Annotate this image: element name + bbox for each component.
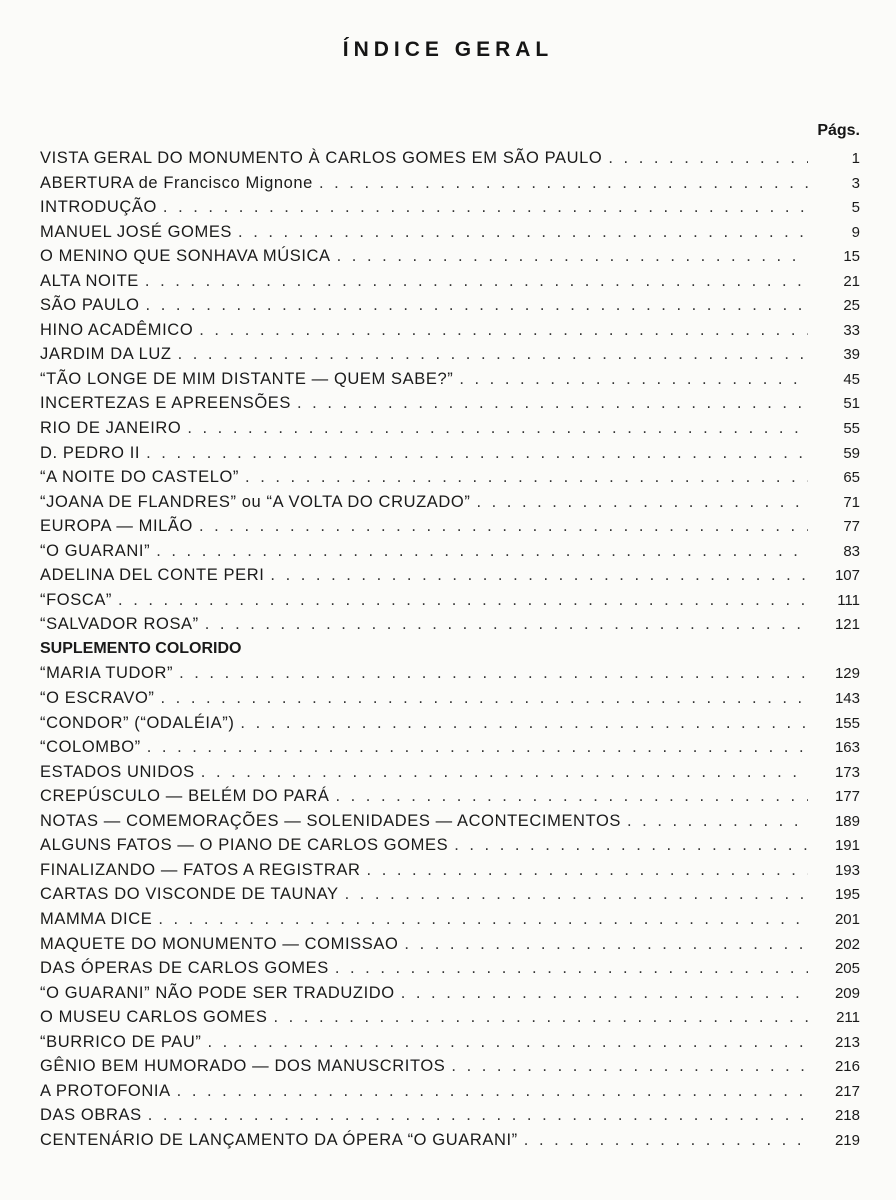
toc-entry-label: O MUSEU CARLOS GOMES	[40, 1008, 268, 1027]
toc-entry-label: EUROPA — MILÃO	[40, 517, 193, 536]
toc-entry	[40, 885, 860, 910]
toc-entry	[40, 836, 860, 861]
toc-entry	[40, 198, 860, 223]
dot-leader	[608, 149, 808, 168]
toc-entry	[40, 787, 860, 812]
dot-leader	[199, 321, 808, 340]
dot-leader	[451, 1057, 808, 1076]
toc-entry-page: 173	[834, 763, 860, 781]
section-header: SUPLEMENTO COLORIDO	[40, 639, 242, 657]
toc-entry-label: JARDIM DA LUZ	[40, 345, 172, 364]
toc-entry-page: 189	[834, 812, 860, 830]
dot-leader	[205, 615, 808, 634]
toc-entry-page: 217	[834, 1082, 860, 1100]
toc-entry-label: GÊNIO BEM HUMORADO — DOS MANUSCRITOS	[40, 1057, 446, 1076]
dot-leader	[160, 689, 808, 708]
toc-entry-page: 201	[834, 910, 860, 928]
toc-entry-page: 209	[834, 984, 860, 1002]
toc-entry	[40, 272, 860, 297]
toc-entry-label: “MARIA TUDOR”	[40, 664, 174, 683]
toc-entry	[40, 910, 860, 935]
toc-entry-page: 195	[834, 886, 860, 904]
toc-entry	[40, 517, 860, 542]
dot-leader	[163, 198, 808, 217]
toc-entry	[40, 959, 860, 984]
dot-leader	[179, 664, 808, 683]
toc-entry-label: O MENINO QUE SONHAVA MÚSICA	[40, 247, 331, 266]
toc-entry	[40, 149, 860, 174]
toc-entry-page: 193	[834, 861, 860, 879]
dot-leader	[459, 370, 808, 389]
toc-entry-label: “BURRICO DE PAU”	[40, 1032, 202, 1051]
dot-leader	[146, 296, 808, 315]
pages-column-header: Págs.	[817, 122, 860, 139]
toc-entry-label: “TÃO LONGE DE MIM DISTANTE — QUEM SABE?”	[40, 369, 454, 388]
toc-entry	[40, 296, 860, 321]
toc-entry-page: 3	[851, 174, 860, 192]
dot-leader	[199, 517, 808, 536]
toc-entry	[40, 861, 860, 886]
toc-entry	[40, 174, 860, 199]
toc-entry	[40, 419, 860, 444]
toc-entry-page: 77	[843, 518, 860, 536]
toc-entry-label: VISTA GERAL DO MONUMENTO À CARLOS GOMES EM SÃO PAULO	[40, 149, 603, 167]
dot-leader	[345, 885, 808, 904]
toc-entry-label: CARTAS DO VISCONDE DE TAUNAY	[40, 885, 339, 904]
toc-entry-label: ALGUNS FATOS — O PIANO DE CARLOS GOMES	[40, 836, 449, 855]
dot-leader	[319, 174, 808, 193]
dot-leader	[273, 1008, 808, 1027]
toc-entry-label: “A NOITE DO CASTELO”	[40, 468, 240, 487]
dot-leader	[401, 984, 808, 1003]
toc-entry-page: 205	[834, 960, 860, 978]
toc-entry	[40, 664, 860, 689]
toc-entry-label: ALTA NOITE	[40, 271, 139, 290]
table-of-contents	[40, 149, 860, 1155]
toc-entry	[40, 763, 860, 788]
dot-leader	[145, 272, 808, 291]
toc-entry	[40, 345, 860, 370]
toc-entry-page: 211	[836, 1009, 860, 1027]
dot-leader	[245, 468, 808, 487]
toc-entry-page: 33	[843, 321, 860, 339]
dot-leader	[454, 836, 808, 855]
dot-leader	[367, 861, 808, 880]
toc-entry-page: 65	[843, 469, 860, 487]
toc-part-1	[40, 149, 860, 640]
toc-entry	[40, 812, 860, 837]
dot-leader	[201, 763, 808, 782]
toc-entry-page: 25	[843, 297, 860, 315]
toc-entry	[40, 566, 860, 591]
toc-entry-label: RIO DE JANEIRO	[40, 419, 182, 438]
toc-entry-label: MAMMA DICE	[40, 909, 153, 928]
dot-leader	[158, 910, 808, 929]
toc-entry-label: “SALVADOR ROSA”	[40, 615, 199, 634]
toc-entry-page: 219	[834, 1131, 860, 1149]
toc-entry-page: 213	[834, 1033, 860, 1051]
dot-leader	[524, 1131, 808, 1150]
dot-leader	[178, 345, 808, 364]
dot-leader	[270, 566, 808, 585]
toc-entry-label: “JOANA DE FLANDRES” ou “A VOLTA DO CRUZADO”	[40, 492, 471, 511]
toc-entry	[40, 493, 860, 518]
toc-entry-label: CENTENÁRIO DE LANÇAMENTO DA ÓPERA “O GUARANI”	[40, 1130, 518, 1149]
dot-leader	[337, 247, 808, 266]
toc-entry-page: 45	[843, 370, 860, 388]
toc-entry	[40, 935, 860, 960]
toc-entry-label: D. PEDRO II	[40, 443, 141, 462]
dot-leader	[156, 542, 808, 561]
toc-entry-page: 143	[834, 690, 860, 708]
toc-entry-label: “O ESCRAVO”	[40, 689, 155, 708]
toc-entry-page: 107	[834, 567, 860, 585]
toc-entry-page: 59	[843, 444, 860, 462]
dot-leader	[207, 1033, 808, 1052]
toc-entry	[40, 1057, 860, 1082]
toc-entry-label: INTRODUÇÃO	[40, 198, 157, 217]
toc-entry-page: 71	[843, 493, 860, 511]
toc-entry-page: 21	[843, 272, 860, 290]
page-title: ÍNDICE GERAL	[342, 38, 554, 61]
toc-entry-label: “O GUARANI” NÃO PODE SER TRADUZIDO	[40, 983, 395, 1002]
dot-leader	[146, 444, 808, 463]
toc-entry-label: DAS ÓPERAS DE CARLOS GOMES	[40, 959, 329, 978]
toc-entry-page: 218	[834, 1107, 860, 1125]
toc-entry-label: INCERTEZAS E APREENSÕES	[40, 394, 291, 413]
toc-entry-label: ESTADOS UNIDOS	[40, 762, 195, 781]
dot-leader	[476, 493, 808, 512]
dot-leader	[147, 738, 808, 757]
toc-entry	[40, 1131, 860, 1156]
dot-leader	[177, 1082, 808, 1101]
toc-entry-label: CREPÚSCULO — BELÉM DO PARÁ	[40, 787, 330, 806]
toc-entry-page: 111	[837, 591, 860, 609]
toc-entry-page: 5	[851, 199, 860, 217]
toc-entry-label: FINALIZANDO — FATOS A REGISTRAR	[40, 860, 361, 879]
toc-entry-label: NOTAS — COMEMORAÇÕES — SOLENIDADES — ACONTECIMENTOS	[40, 811, 621, 830]
toc-entry	[40, 1082, 860, 1107]
dot-leader	[335, 787, 808, 806]
toc-entry-label: “O GUARANI”	[40, 541, 151, 560]
toc-entry	[40, 714, 860, 739]
toc-entry	[40, 223, 860, 248]
toc-entry-label: “COLOMBO”	[40, 738, 141, 757]
toc-entry	[40, 468, 860, 493]
toc-entry-page: 1	[851, 150, 860, 167]
toc-entry	[40, 591, 860, 616]
toc-entry-label: A PROTOFONIA	[40, 1081, 171, 1100]
toc-entry-page: 121	[834, 616, 860, 634]
toc-entry-label: MAQUETE DO MONUMENTO — COMISSAO	[40, 934, 399, 953]
toc-part-2	[40, 664, 860, 1155]
toc-entry	[40, 738, 860, 763]
toc-entry	[40, 370, 860, 395]
toc-entry-page: 39	[843, 346, 860, 364]
toc-entry-page: 9	[851, 223, 860, 241]
toc-entry	[40, 984, 860, 1009]
dot-leader	[404, 935, 808, 954]
toc-entry	[40, 542, 860, 567]
toc-entry	[40, 1008, 860, 1033]
toc-entry-label: ADELINA DEL CONTE PERI	[40, 566, 265, 585]
toc-entry	[40, 615, 860, 640]
toc-entry	[40, 689, 860, 714]
toc-entry-label: “CONDOR” (“ODALÉIA”)	[40, 713, 235, 732]
toc-entry	[40, 1106, 860, 1131]
toc-entry-page: 177	[834, 788, 860, 806]
dot-leader	[238, 223, 808, 242]
toc-entry-page: 216	[834, 1058, 860, 1076]
dot-leader	[240, 714, 808, 733]
toc-entry	[40, 394, 860, 419]
toc-entry-label: HINO ACADÊMICO	[40, 320, 194, 339]
toc-entry-label: “FOSCA”	[40, 590, 113, 609]
toc-entry-label: DAS OBRAS	[40, 1106, 142, 1125]
toc-entry-page: 83	[843, 542, 860, 560]
toc-entry	[40, 321, 860, 346]
toc-entry-label: MANUEL JOSÉ GOMES	[40, 222, 233, 241]
dot-leader	[118, 591, 808, 610]
toc-entry-page: 155	[834, 714, 860, 732]
dot-leader	[627, 812, 808, 831]
toc-entry-page: 163	[834, 739, 860, 757]
toc-entry-page: 129	[834, 665, 860, 683]
toc-entry-label: SÃO PAULO	[40, 296, 140, 315]
toc-entry	[40, 1033, 860, 1058]
dot-leader	[297, 394, 808, 413]
dot-leader	[148, 1106, 808, 1125]
toc-entry-label: ABERTURA de Francisco Mignone	[40, 173, 313, 192]
toc-entry-page: 51	[843, 395, 860, 413]
toc-entry	[40, 247, 860, 272]
dot-leader	[187, 419, 808, 438]
toc-entry-page: 15	[843, 248, 860, 266]
toc-entry-page: 202	[834, 935, 860, 953]
dot-leader	[335, 959, 808, 978]
toc-entry	[40, 444, 860, 469]
toc-entry-page: 55	[843, 420, 860, 438]
toc-entry-page: 191	[834, 837, 860, 855]
